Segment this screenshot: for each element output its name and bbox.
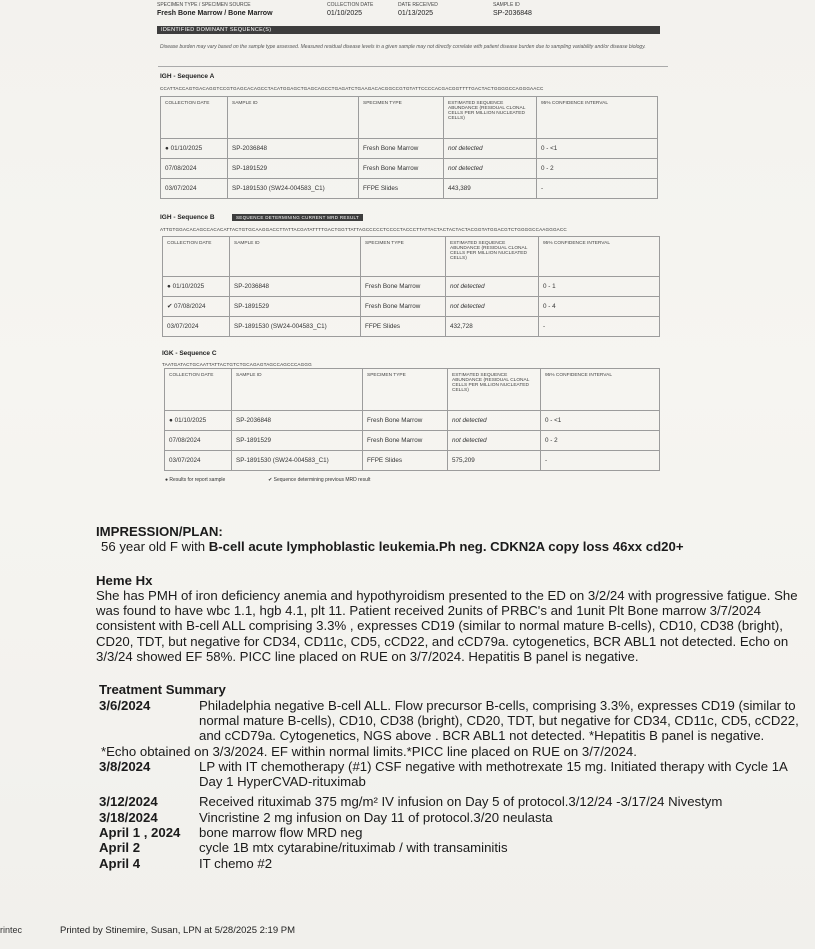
sequence-b-string: ATTGTGGACACAGCCACACATTACTGTGCAAGGACCTTATTACGATATTTTGACTGGTTATTAGCCCCCTCCCCTACCCTTATTACTACTACTACTACGGTATGGACGTCTGGGGCCAAGGGACC xyxy=(160,227,567,232)
print-footer: Printed by Stinemire, Susan, LPN at 5/28/2025 2:19 PM xyxy=(60,925,295,936)
treatment-text: cycle 1B mtx cytarabine/rituximab / with transaminitis xyxy=(199,840,508,856)
specimen-cell: FFPE Slides xyxy=(363,451,448,471)
sequence-b-title: IGH - Sequence B xyxy=(160,214,215,221)
date-received-value: 01/13/2025 xyxy=(398,10,434,17)
legend-check-text: Sequence determining previous MRD result xyxy=(273,477,371,483)
impression-title: IMPRESSION/PLAN: xyxy=(96,524,223,539)
treatment-date: 3/18/2024 xyxy=(99,809,158,825)
treatment-entry xyxy=(96,794,811,809)
sequence-c-title: IGK - Sequence C xyxy=(162,350,217,357)
treatment-text: bone marrow flow MRD neg xyxy=(199,825,363,841)
treatment-text: Vincristine 2 mg infusion on Day 11 of protocol.3/20 neulasta xyxy=(199,809,553,825)
sequence-a-table xyxy=(160,96,658,199)
treatment-entry: *Echo obtained on 3/3/2024. EF within normal limits.*PICC line placed on RUE on 3/7/2024. xyxy=(101,743,637,759)
divider xyxy=(158,66,668,67)
specimen-cell: Fresh Bone Marrow xyxy=(359,139,444,159)
col-collection-date: COLLECTION DATE xyxy=(165,369,232,411)
legend xyxy=(165,477,370,483)
treatment-date: April 4 xyxy=(99,855,141,871)
specimen-cell: FFPE Slides xyxy=(361,317,446,337)
ci-cell: 0 - <1 xyxy=(537,139,658,159)
treatment-title: Treatment Summary xyxy=(99,682,226,698)
treatment-entry xyxy=(96,759,811,790)
treatment-date: 3/8/2024 xyxy=(99,758,151,774)
date-received-label: DATE RECEIVED xyxy=(398,2,438,8)
specimen-cell: Fresh Bone Marrow xyxy=(361,277,446,297)
sequence-b-tag: SEQUENCE DETERMINING CURRENT MRD RESULT xyxy=(232,214,363,221)
estimate-cell: not detected xyxy=(444,159,537,179)
table-row xyxy=(161,139,658,159)
estimate-cell: not detected xyxy=(446,277,539,297)
specimen-cell: Fresh Bone Marrow xyxy=(363,411,448,431)
treatment-date: 3/6/2024 xyxy=(99,697,151,713)
impression-prefix: 56 year old F with xyxy=(101,539,209,555)
table-row xyxy=(163,297,660,317)
estimate-cell: 443,389 xyxy=(444,179,537,199)
col-estimated: ESTIMATED SEQUENCE ABUNDANCE (RESIDUAL CLONAL CELLS PER MILLION NUCLEATED CELLS) xyxy=(446,237,539,277)
dot-icon: ● xyxy=(165,477,169,483)
ci-cell: - xyxy=(541,451,660,471)
estimate-cell: not detected xyxy=(448,431,541,451)
treatment-entry xyxy=(96,856,811,871)
table-row xyxy=(161,179,658,199)
col-estimated: ESTIMATED SEQUENCE ABUNDANCE (RESIDUAL CLONAL CELLS PER MILLION NUCLEATED CELLS) xyxy=(448,369,541,411)
estimate-cell: not detected xyxy=(446,297,539,317)
col-specimen-type: SPECIMEN TYPE xyxy=(359,97,444,139)
date-cell: 03/07/2024 xyxy=(165,451,232,471)
col-estimated: ESTIMATED SEQUENCE ABUNDANCE (RESIDUAL CLONAL CELLS PER MILLION NUCLEATED CELLS) xyxy=(444,97,537,139)
result-marker: ● xyxy=(165,145,169,152)
date-cell: ● 01/10/2025 xyxy=(163,277,230,297)
date-cell: 07/08/2024 xyxy=(161,159,228,179)
sample-id-label: SAMPLE ID xyxy=(493,2,520,8)
heme-title: Heme Hx xyxy=(96,572,153,588)
table-row xyxy=(163,277,660,297)
table-row xyxy=(165,411,660,431)
result-marker: ● xyxy=(169,417,173,424)
ci-cell: - xyxy=(539,317,660,337)
section-bar: IDENTIFIED DOMINANT SEQUENCE(S) xyxy=(157,26,660,34)
sequence-b-table xyxy=(162,236,660,337)
col-ci: 95% CONFIDENCE INTERVAL xyxy=(539,237,660,277)
sample-cell: SP-2036848 xyxy=(228,139,359,159)
ci-cell: 0 - 2 xyxy=(541,431,660,451)
ci-cell: 0 - <1 xyxy=(541,411,660,431)
sample-cell: SP-2036848 xyxy=(232,411,363,431)
estimate-cell: 432,728 xyxy=(446,317,539,337)
treatment-text: Received rituximab 375 mg/m² IV infusion on Day 5 of protocol.3/12/24 -3/17/24 Nivestym xyxy=(199,794,723,810)
date-cell: 03/07/2024 xyxy=(161,179,228,199)
specimen-type-value: Fresh Bone Marrow / Bone Marrow xyxy=(157,10,273,17)
date-cell: ✔ 07/08/2024 xyxy=(163,297,230,317)
check-icon: ✔ xyxy=(167,303,173,310)
date-cell: ● 01/10/2025 xyxy=(161,139,228,159)
sample-cell: SP-1891529 xyxy=(230,297,361,317)
sequence-a-title: IGH - Sequence A xyxy=(160,73,215,80)
result-marker: ● xyxy=(167,283,171,290)
col-sample-id: SAMPLE ID xyxy=(232,369,363,411)
col-sample-id: SAMPLE ID xyxy=(228,97,359,139)
sample-cell: SP-1891530 (SW24-004583_C1) xyxy=(232,451,363,471)
clinical-notes xyxy=(96,524,811,871)
date-cell: ● 01/10/2025 xyxy=(165,411,232,431)
table-row xyxy=(165,451,660,471)
treatment-entry xyxy=(96,698,811,744)
treatment-date: April 2 xyxy=(99,840,141,856)
table-row xyxy=(165,431,660,451)
sample-cell: SP-1891529 xyxy=(228,159,359,179)
disclaimer-text: Disease burden may vary based on the sample type assessed. Measured residual disease levels in a given sample may not directly correlate with patient disease burden due to sampling variability and/or disease biology. xyxy=(160,44,646,50)
ci-cell: 0 - 1 xyxy=(539,277,660,297)
sequence-a-string: CCATTACCAGTGACAGGTCCGTGAGCACAGCCTACATGGAGCTGAGCAGCCTGAGATCTGAAGACACGGCCGTGTATTCCCCACGACGGTTTTGACTACTGGGGCCAGGGAACC xyxy=(160,86,544,91)
date-received-cell xyxy=(398,2,438,17)
specimen-cell: Fresh Bone Marrow xyxy=(361,297,446,317)
specimen-cell: FFPE Slides xyxy=(359,179,444,199)
specimen-cell: Fresh Bone Marrow xyxy=(359,159,444,179)
collection-date-value: 01/10/2025 xyxy=(327,10,363,17)
treatment-entry xyxy=(96,810,811,825)
table-row xyxy=(161,159,658,179)
treatment-text: IT chemo #2 xyxy=(199,855,273,871)
heme-history: She has PMH of iron deficiency anemia and hypothyroidism presented to the ED on 3/2/24 with progressive fatigue. She was found to have wbc 1.1, hgb 4.1, plt 11. Patient received 2units of PRBC's and 1unit Plt Bone marrow 3/7/2024 consistent with B-cell ALL comprising 3.3% , expresses CD19 (similar to normal mature B-cells), CD10, CD38 (bright), CD20, TDT, but negative for CD34, CD11c, CD5, cCD22, and cCD79a. cytogenetics, BCR ABL1 not detected. Echo on 3/3/24 showed EF 58%. PICC line placed on RUE on 3/7/2024. Hepatitis B panel is negative. xyxy=(96,587,798,665)
check-icon: ✔ xyxy=(268,477,273,483)
col-ci: 95% CONFIDENCE INTERVAL xyxy=(537,97,658,139)
ci-cell: 0 - 2 xyxy=(537,159,658,179)
specimen-type-label: SPECIMEN TYPE / SPECIMEN SOURCE xyxy=(157,2,251,8)
treatment-entry xyxy=(96,825,811,840)
sample-cell: SP-2036848 xyxy=(230,277,361,297)
treatment-text: Philadelphia negative B-cell ALL. Flow precursor B-cells, comprising 3.3%, expresses CD19 (similar to normal mature B-cells), CD10, CD38 (bright), CD20, TDT, but negative for CD34, CD11c, CD5, cCD22, and cCD79a. Cytogenetics, NGS above . BCR ABL1 not detected. *Hepatitis B panel is negative. xyxy=(199,697,799,744)
specimen-cell: Fresh Bone Marrow xyxy=(363,431,448,451)
col-specimen-type: SPECIMEN TYPE xyxy=(363,369,448,411)
sample-id-cell xyxy=(493,2,532,17)
table-row xyxy=(163,317,660,337)
treatment-date: 3/12/2024 xyxy=(99,794,158,810)
sample-cell: SP-1891530 (SW24-004583_C1) xyxy=(228,179,359,199)
date-cell: 07/08/2024 xyxy=(165,431,232,451)
sequence-c-string: TAATGATACTGCAATTATTACTGTCTGCAGAGTAGCCAGCCCAGGG xyxy=(162,362,312,367)
edge-text: rintec xyxy=(0,925,23,935)
col-sample-id: SAMPLE ID xyxy=(230,237,361,277)
impression-line xyxy=(96,539,811,554)
estimate-cell: 575,209 xyxy=(448,451,541,471)
treatment-date: April 1 , 2024 xyxy=(99,825,181,841)
date-cell: 03/07/2024 xyxy=(163,317,230,337)
specimen-type-cell xyxy=(157,2,273,17)
col-collection-date: COLLECTION DATE xyxy=(163,237,230,277)
col-ci: 95% CONFIDENCE INTERVAL xyxy=(541,369,660,411)
sample-cell: SP-1891529 xyxy=(232,431,363,451)
sample-cell: SP-1891530 (SW24-004583_C1) xyxy=(230,317,361,337)
col-collection-date: COLLECTION DATE xyxy=(161,97,228,139)
estimate-cell: not detected xyxy=(444,139,537,159)
treatment-entry xyxy=(96,840,811,855)
ci-cell: - xyxy=(537,179,658,199)
col-specimen-type: SPECIMEN TYPE xyxy=(361,237,446,277)
sample-id-value: SP-2036848 xyxy=(493,10,532,17)
estimate-cell: not detected xyxy=(448,411,541,431)
ci-cell: 0 - 4 xyxy=(539,297,660,317)
diagnosis-text: B-cell acute lymphoblastic leukemia.Ph neg. CDKN2A copy loss 46xx cd20+ xyxy=(208,539,684,555)
sequence-c-table xyxy=(164,368,660,471)
treatment-text: LP with IT chemotherapy (#1) CSF negative with methotrexate 15 mg. Initiated therapy with Cycle 1A Day 1 HyperCVAD-rituximab xyxy=(199,758,788,790)
legend-dot-text: Results for report sample xyxy=(169,477,226,483)
collection-date-label: COLLECTION DATE xyxy=(327,2,374,8)
collection-date-cell xyxy=(327,2,373,17)
